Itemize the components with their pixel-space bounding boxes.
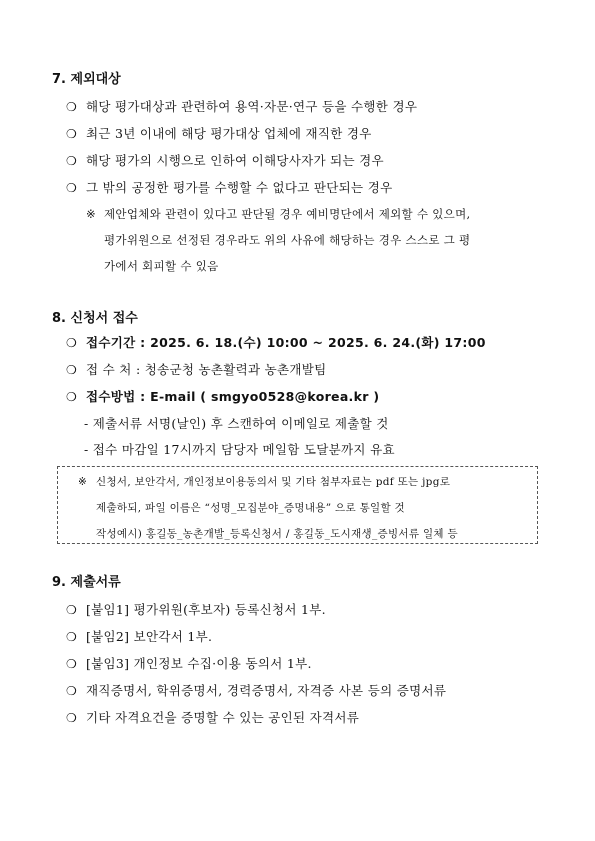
circle-bullet-icon: ❍: [66, 127, 78, 141]
document-item-text: [붙임2] 보안각서 1부.: [86, 629, 213, 644]
exclusion-item: [66, 124, 372, 142]
notice-box-line: [78, 474, 450, 489]
exclusion-item: [66, 178, 392, 196]
exclusion-note-line: [86, 206, 470, 222]
document-item: [66, 654, 312, 672]
method-sub-item: - 제출서류 서명(날인) 후 스캔하여 이메일로 제출할 것: [84, 416, 389, 431]
document-item-text: [붙임3] 개인정보 수집·이용 동의서 1부.: [86, 656, 312, 671]
document-item: [66, 627, 212, 645]
notice-box-line: 제출하되, 파일 이름은 “성명_모집분야_증명내용” 으로 통일할 것: [96, 502, 405, 514]
exclusion-item-text: 최근 3년 이내에 해당 평가대상 업체에 재직한 경우: [86, 126, 372, 141]
document-item: [66, 708, 359, 726]
circle-bullet-icon: ❍: [66, 603, 78, 617]
application-method-text: 접수방법 : E-mail ( smgyo0528@korea.kr ): [86, 389, 380, 404]
notice-box-text: 신청서, 보안각서, 개인정보이용동의서 및 기타 첨부자료는 pdf 또는 jpg로: [96, 476, 451, 488]
exclusion-item: [66, 151, 384, 169]
section-8-heading: 8. 신청서 접수: [52, 311, 138, 326]
circle-bullet-icon: ❍: [66, 336, 78, 350]
application-period-text: 접수기간 : 2025. 6. 18.(수) 10:00 ~ 2025. 6. 24.(화) 17:00: [86, 335, 486, 350]
note-mark: ※: [86, 207, 96, 221]
circle-bullet-icon: ❍: [66, 100, 78, 114]
application-method: [66, 387, 379, 405]
circle-bullet-icon: ❍: [66, 711, 78, 725]
section-7-heading: 7. 제외대상: [52, 72, 121, 87]
exclusion-item-text: 해당 평가대상과 관련하여 용역·자문·연구 등을 수행한 경우: [86, 99, 418, 114]
notice-box-line: 작성예시) 홍길동_농촌개발_등록신청서 / 홍길동_도시재생_증빙서류 일체 등: [96, 528, 458, 540]
exclusion-note-line: 평가위원으로 선정된 경우라도 위의 사유에 해당하는 경우 스스로 그 평: [104, 233, 471, 247]
exclusion-item: [66, 97, 417, 115]
circle-bullet-icon: ❍: [66, 390, 78, 404]
exclusion-note-line: 가에서 회피할 수 있음: [104, 259, 219, 273]
exclusion-item-text: 그 밖의 공정한 평가를 수행할 수 없다고 판단되는 경우: [86, 180, 393, 195]
method-sub-item: - 접수 마감일 17시까지 담당자 메일함 도달분까지 유효: [84, 442, 395, 457]
application-period: [66, 333, 486, 351]
circle-bullet-icon: ❍: [66, 657, 78, 671]
document-item-text: 기타 자격요건을 증명할 수 있는 공인된 자격서류: [86, 710, 360, 725]
document-item: [66, 681, 446, 699]
circle-bullet-icon: ❍: [66, 181, 78, 195]
exclusion-item-text: 해당 평가의 시행으로 인하여 이해당사자가 되는 경우: [86, 153, 384, 168]
section-9-heading: 9. 제출서류: [52, 575, 121, 590]
exclusion-note-text: 제안업체와 관련이 있다고 판단될 경우 예비명단에서 제외할 수 있으며,: [104, 207, 471, 221]
application-place: [66, 360, 327, 378]
notice-mark: ※: [78, 476, 88, 488]
circle-bullet-icon: ❍: [66, 684, 78, 698]
document-item-text: [붙임1] 평가위원(후보자) 등록신청서 1부.: [86, 602, 326, 617]
circle-bullet-icon: ❍: [66, 630, 78, 644]
document-item-text: 재직증명서, 학위증명서, 경력증명서, 자격증 사본 등의 증명서류: [86, 683, 447, 698]
document-item: [66, 600, 326, 618]
application-place-text: 접 수 처 : 청송군청 농촌활력과 농촌개발팀: [86, 362, 327, 377]
circle-bullet-icon: ❍: [66, 363, 78, 377]
circle-bullet-icon: ❍: [66, 154, 78, 168]
